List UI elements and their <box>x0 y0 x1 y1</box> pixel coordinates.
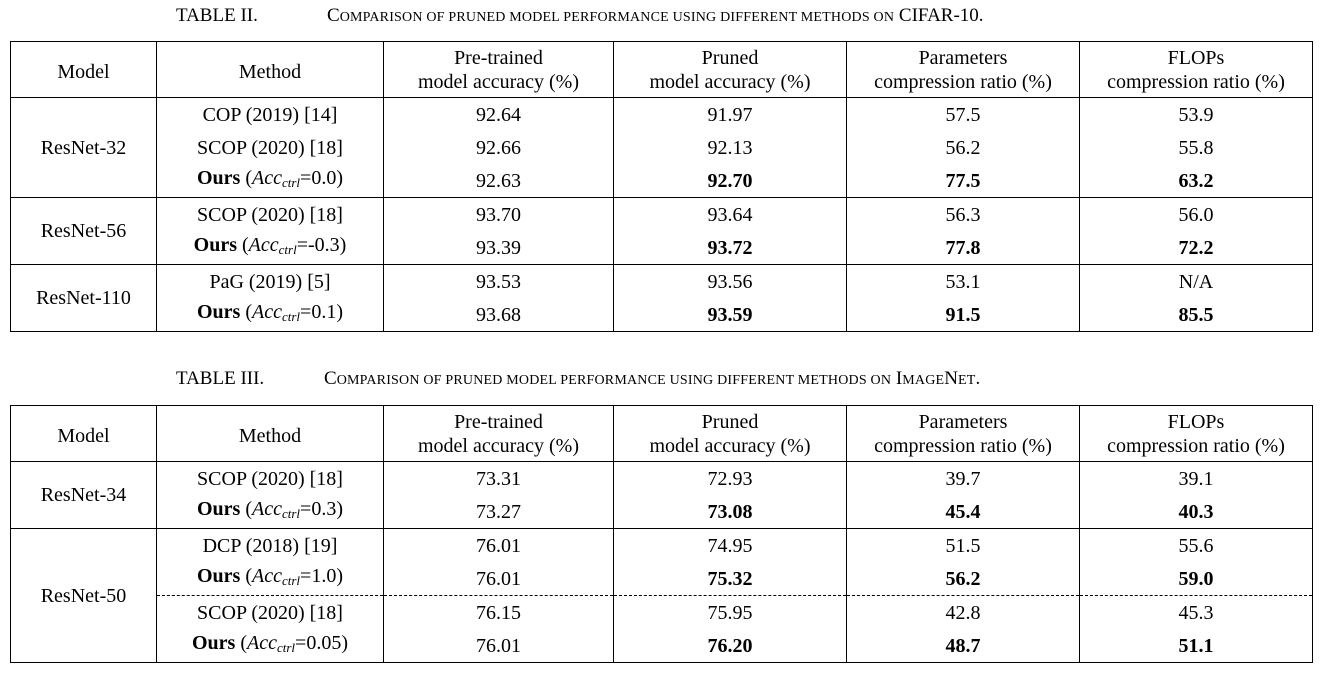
params-compression-cell-value: 56.2 <box>945 567 981 590</box>
params-compression-cell <box>847 562 1080 596</box>
table-row <box>11 131 1313 164</box>
flops-compression-cell <box>1080 164 1313 198</box>
method-cell: Ours (Acc$_{ctrl}$=0.1) <box>157 298 384 332</box>
params-compression-cell: 39.7 <box>847 462 1080 496</box>
flops-compression-cell: 39.1 <box>1080 462 1313 496</box>
pretrained-accuracy-cell: 93.39 <box>384 231 614 265</box>
caption-part: ET <box>958 373 976 388</box>
acc-ctrl-symbol <box>252 498 300 520</box>
flops-compression-cell-value: 63.2 <box>1178 169 1214 192</box>
params-compression-cell-value: 91.5 <box>945 303 981 326</box>
params-compression-cell: 56.2 <box>847 131 1080 164</box>
params-compression-cell: 42.8 <box>847 596 1080 630</box>
acc-ctrl-sub: ctrl <box>281 309 301 324</box>
header-row <box>11 406 1313 462</box>
pretrained-accuracy-cell: 93.53 <box>384 265 614 299</box>
params-compression-cell: 53.1 <box>847 265 1080 299</box>
flops-compression-cell <box>1080 231 1313 265</box>
method-ours-label: Ours <box>193 234 237 256</box>
method-cell: Ours (Acc$_{ctrl}$=-0.3) <box>157 231 384 265</box>
pretrained-accuracy-cell: 92.64 <box>384 98 614 132</box>
acc-ctrl-var: Acc <box>248 234 279 256</box>
params-compression-cell <box>847 629 1080 663</box>
column-header-line: Parameters <box>918 46 1008 69</box>
table-row <box>11 562 1313 596</box>
column-header-line: model accuracy (%) <box>649 434 811 457</box>
params-compression-cell <box>847 164 1080 198</box>
pretrained-accuracy-cell: 92.66 <box>384 131 614 164</box>
pruned-accuracy-cell: 74.95 <box>614 529 847 563</box>
table-caption-2 <box>0 3 1325 29</box>
table-row <box>11 596 1313 630</box>
params-compression-cell <box>847 495 1080 529</box>
caption-part: . <box>975 368 981 389</box>
table-row <box>11 462 1313 496</box>
table-row <box>11 265 1313 299</box>
pruned-accuracy-cell <box>614 562 847 596</box>
pruned-accuracy-cell <box>614 629 847 663</box>
acc-ctrl-symbol <box>252 167 300 189</box>
flops-compression-cell: 55.8 <box>1080 131 1313 164</box>
pretrained-accuracy-cell: 76.01 <box>384 629 614 663</box>
column-header-line: Method <box>238 424 302 447</box>
acc-ctrl-value: =0.0) <box>300 167 343 189</box>
pruned-accuracy-cell <box>614 495 847 529</box>
pruned-accuracy-cell: 92.13 <box>614 131 847 164</box>
method-cell: PaG (2019) [5] <box>157 265 384 299</box>
acc-ctrl-sub: ctrl <box>281 506 301 521</box>
caption-part: C <box>324 368 337 389</box>
column-header-line: Model <box>57 424 110 447</box>
column-header <box>157 406 384 462</box>
flops-compression-cell-value: 59.0 <box>1178 567 1214 590</box>
column-header-line: Pre-trained <box>454 46 543 69</box>
column-header <box>1080 42 1313 98</box>
flops-compression-cell-value: 51.1 <box>1178 634 1214 657</box>
params-compression-cell: 56.3 <box>847 198 1080 232</box>
column-header-line: model accuracy (%) <box>417 70 579 93</box>
column-header <box>1080 406 1313 462</box>
params-compression-cell <box>847 298 1080 332</box>
method-cell: SCOP (2020) [18] <box>157 596 384 630</box>
method-cell: Ours (Acc$_{ctrl}$=0.3) <box>157 495 384 529</box>
pruned-accuracy-cell-value: 92.70 <box>707 169 753 192</box>
flops-compression-cell-value: 85.5 <box>1178 303 1214 326</box>
flops-compression-cell-value: 72.2 <box>1178 236 1214 259</box>
acc-ctrl-var: Acc <box>247 632 277 654</box>
table-row <box>11 298 1313 332</box>
pruned-accuracy-cell-value: 76.20 <box>707 634 753 657</box>
acc-ctrl-symbol <box>252 301 300 323</box>
params-compression-cell-value: 45.4 <box>945 500 981 523</box>
table-caption-3 <box>0 366 1325 392</box>
column-header <box>384 42 614 98</box>
flops-compression-cell: 56.0 <box>1080 198 1313 232</box>
method-cell: DCP (2018) [19] <box>157 529 384 563</box>
flops-compression-cell-value: 40.3 <box>1178 500 1214 523</box>
column-header-line: Pruned <box>701 46 759 69</box>
table-number: TABLE III. <box>176 368 265 389</box>
method-cell: Ours (Acc$_{ctrl}$=0.0) <box>157 164 384 198</box>
acc-ctrl-sub: ctrl <box>276 640 296 655</box>
method-ours-label: Ours <box>191 632 236 654</box>
pretrained-accuracy-cell: 73.31 <box>384 462 614 496</box>
method-cell: Ours (Acc$_{ctrl}$=1.0) <box>157 562 384 596</box>
caption-part: CIFAR-10. <box>894 5 984 26</box>
acc-ctrl-value: =1.0) <box>300 565 343 587</box>
column-header <box>11 406 157 462</box>
method-cell: SCOP (2020) [18] <box>157 198 384 232</box>
acc-ctrl-symbol <box>247 632 295 654</box>
method-cell: SCOP (2020) [18] <box>157 462 384 496</box>
params-compression-cell-value: 77.8 <box>945 236 981 259</box>
table-imagenet <box>10 405 1313 663</box>
params-compression-cell: 57.5 <box>847 98 1080 132</box>
flops-compression-cell <box>1080 495 1313 529</box>
flops-compression-cell: 55.6 <box>1080 529 1313 563</box>
table-title <box>327 3 984 31</box>
caption-part: C <box>327 5 340 26</box>
table-row <box>11 231 1313 265</box>
pruned-accuracy-cell <box>614 298 847 332</box>
header-row <box>11 42 1313 98</box>
acc-ctrl-value: =0.1) <box>300 301 343 323</box>
pruned-accuracy-cell-value: 93.72 <box>707 236 753 259</box>
table-row <box>11 529 1313 563</box>
model-cell: ResNet-32 <box>11 98 157 198</box>
model-cell: ResNet-110 <box>11 265 157 332</box>
table-row <box>11 495 1313 529</box>
table-title <box>324 366 980 394</box>
column-header-line: Pruned <box>701 410 759 433</box>
caption-part: I <box>891 368 903 389</box>
column-header-line: Pre-trained <box>454 410 543 433</box>
acc-ctrl-symbol <box>252 565 300 587</box>
model-cell: ResNet-50 <box>11 529 157 663</box>
pretrained-accuracy-cell: 93.68 <box>384 298 614 332</box>
acc-ctrl-value: =0.05) <box>295 632 348 654</box>
pruned-accuracy-cell <box>614 164 847 198</box>
column-header-line: Method <box>238 60 302 83</box>
params-compression-cell-value: 48.7 <box>945 634 981 657</box>
pretrained-accuracy-cell: 93.70 <box>384 198 614 232</box>
pruned-accuracy-cell: 72.93 <box>614 462 847 496</box>
table-row <box>11 98 1313 132</box>
flops-compression-cell: 53.9 <box>1080 98 1313 132</box>
column-header <box>614 42 847 98</box>
acc-ctrl-sub: ctrl <box>281 573 301 588</box>
flops-compression-cell <box>1080 629 1313 663</box>
column-header-line: compression ratio (%) <box>874 434 1052 457</box>
pruned-accuracy-cell: 93.64 <box>614 198 847 232</box>
flops-compression-cell <box>1080 298 1313 332</box>
acc-ctrl-sub: ctrl <box>278 242 297 257</box>
column-header-line: Model <box>57 60 110 83</box>
method-ours-label: Ours <box>196 167 241 189</box>
table-cifar10 <box>10 41 1313 332</box>
model-cell: ResNet-34 <box>11 462 157 529</box>
pruned-accuracy-cell: 75.95 <box>614 596 847 630</box>
column-header-line: FLOPs <box>1167 410 1225 433</box>
model-cell: ResNet-56 <box>11 198 157 265</box>
acc-ctrl-symbol <box>249 234 297 256</box>
table-row <box>11 198 1313 232</box>
pruned-accuracy-cell: 91.97 <box>614 98 847 132</box>
params-compression-cell-value: 77.5 <box>945 169 981 192</box>
pretrained-accuracy-cell: 92.63 <box>384 164 614 198</box>
column-header <box>847 42 1080 98</box>
acc-ctrl-value: =-0.3) <box>296 234 347 256</box>
acc-ctrl-var: Acc <box>252 167 282 189</box>
method-ours-label: Ours <box>196 301 241 323</box>
pretrained-accuracy-cell: 76.01 <box>384 562 614 596</box>
column-header-line: model accuracy (%) <box>649 70 811 93</box>
column-header-line: compression ratio (%) <box>1107 434 1285 457</box>
column-header-line: compression ratio (%) <box>1107 70 1285 93</box>
acc-ctrl-var: Acc <box>252 301 282 323</box>
column-header <box>614 406 847 462</box>
column-header-line: compression ratio (%) <box>874 70 1052 93</box>
acc-ctrl-var: Acc <box>252 498 282 520</box>
table-row <box>11 629 1313 663</box>
table-row <box>11 164 1313 198</box>
column-header <box>847 406 1080 462</box>
pruned-accuracy-cell-value: 75.32 <box>707 567 753 590</box>
params-compression-cell <box>847 231 1080 265</box>
caption-part: MAGE <box>902 373 945 388</box>
method-ours-label: Ours <box>196 498 241 520</box>
method-ours-label: Ours <box>196 565 241 587</box>
caption-part: N <box>944 368 958 389</box>
pretrained-accuracy-cell: 76.01 <box>384 529 614 563</box>
acc-ctrl-sub: ctrl <box>281 175 301 190</box>
pruned-accuracy-cell: 93.56 <box>614 265 847 299</box>
column-header-line: Parameters <box>918 410 1008 433</box>
pretrained-accuracy-cell: 76.15 <box>384 596 614 630</box>
column-header-line: model accuracy (%) <box>417 434 579 457</box>
pretrained-accuracy-cell: 73.27 <box>384 495 614 529</box>
column-header <box>11 42 157 98</box>
acc-ctrl-value: =0.3) <box>300 498 343 520</box>
column-header-line: FLOPs <box>1167 46 1225 69</box>
method-cell: SCOP (2020) [18] <box>157 131 384 164</box>
table-number: TABLE II. <box>176 5 258 26</box>
method-cell: Ours (Acc$_{ctrl}$=0.05) <box>157 629 384 663</box>
pruned-accuracy-cell <box>614 231 847 265</box>
column-header <box>384 406 614 462</box>
caption-part: OMPARISON OF PRUNED MODEL PERFORMANCE USING DIFFERENT METHODS ON <box>336 373 892 388</box>
column-header <box>157 42 384 98</box>
caption-part: OMPARISON OF PRUNED MODEL PERFORMANCE USING DIFFERENT METHODS ON <box>339 10 895 25</box>
flops-compression-cell <box>1080 562 1313 596</box>
flops-compression-cell: N/A <box>1080 265 1313 299</box>
pruned-accuracy-cell-value: 73.08 <box>707 500 753 523</box>
acc-ctrl-var: Acc <box>252 565 282 587</box>
pruned-accuracy-cell-value: 93.59 <box>707 303 753 326</box>
params-compression-cell: 51.5 <box>847 529 1080 563</box>
flops-compression-cell: 45.3 <box>1080 596 1313 630</box>
method-cell: COP (2019) [14] <box>157 98 384 132</box>
